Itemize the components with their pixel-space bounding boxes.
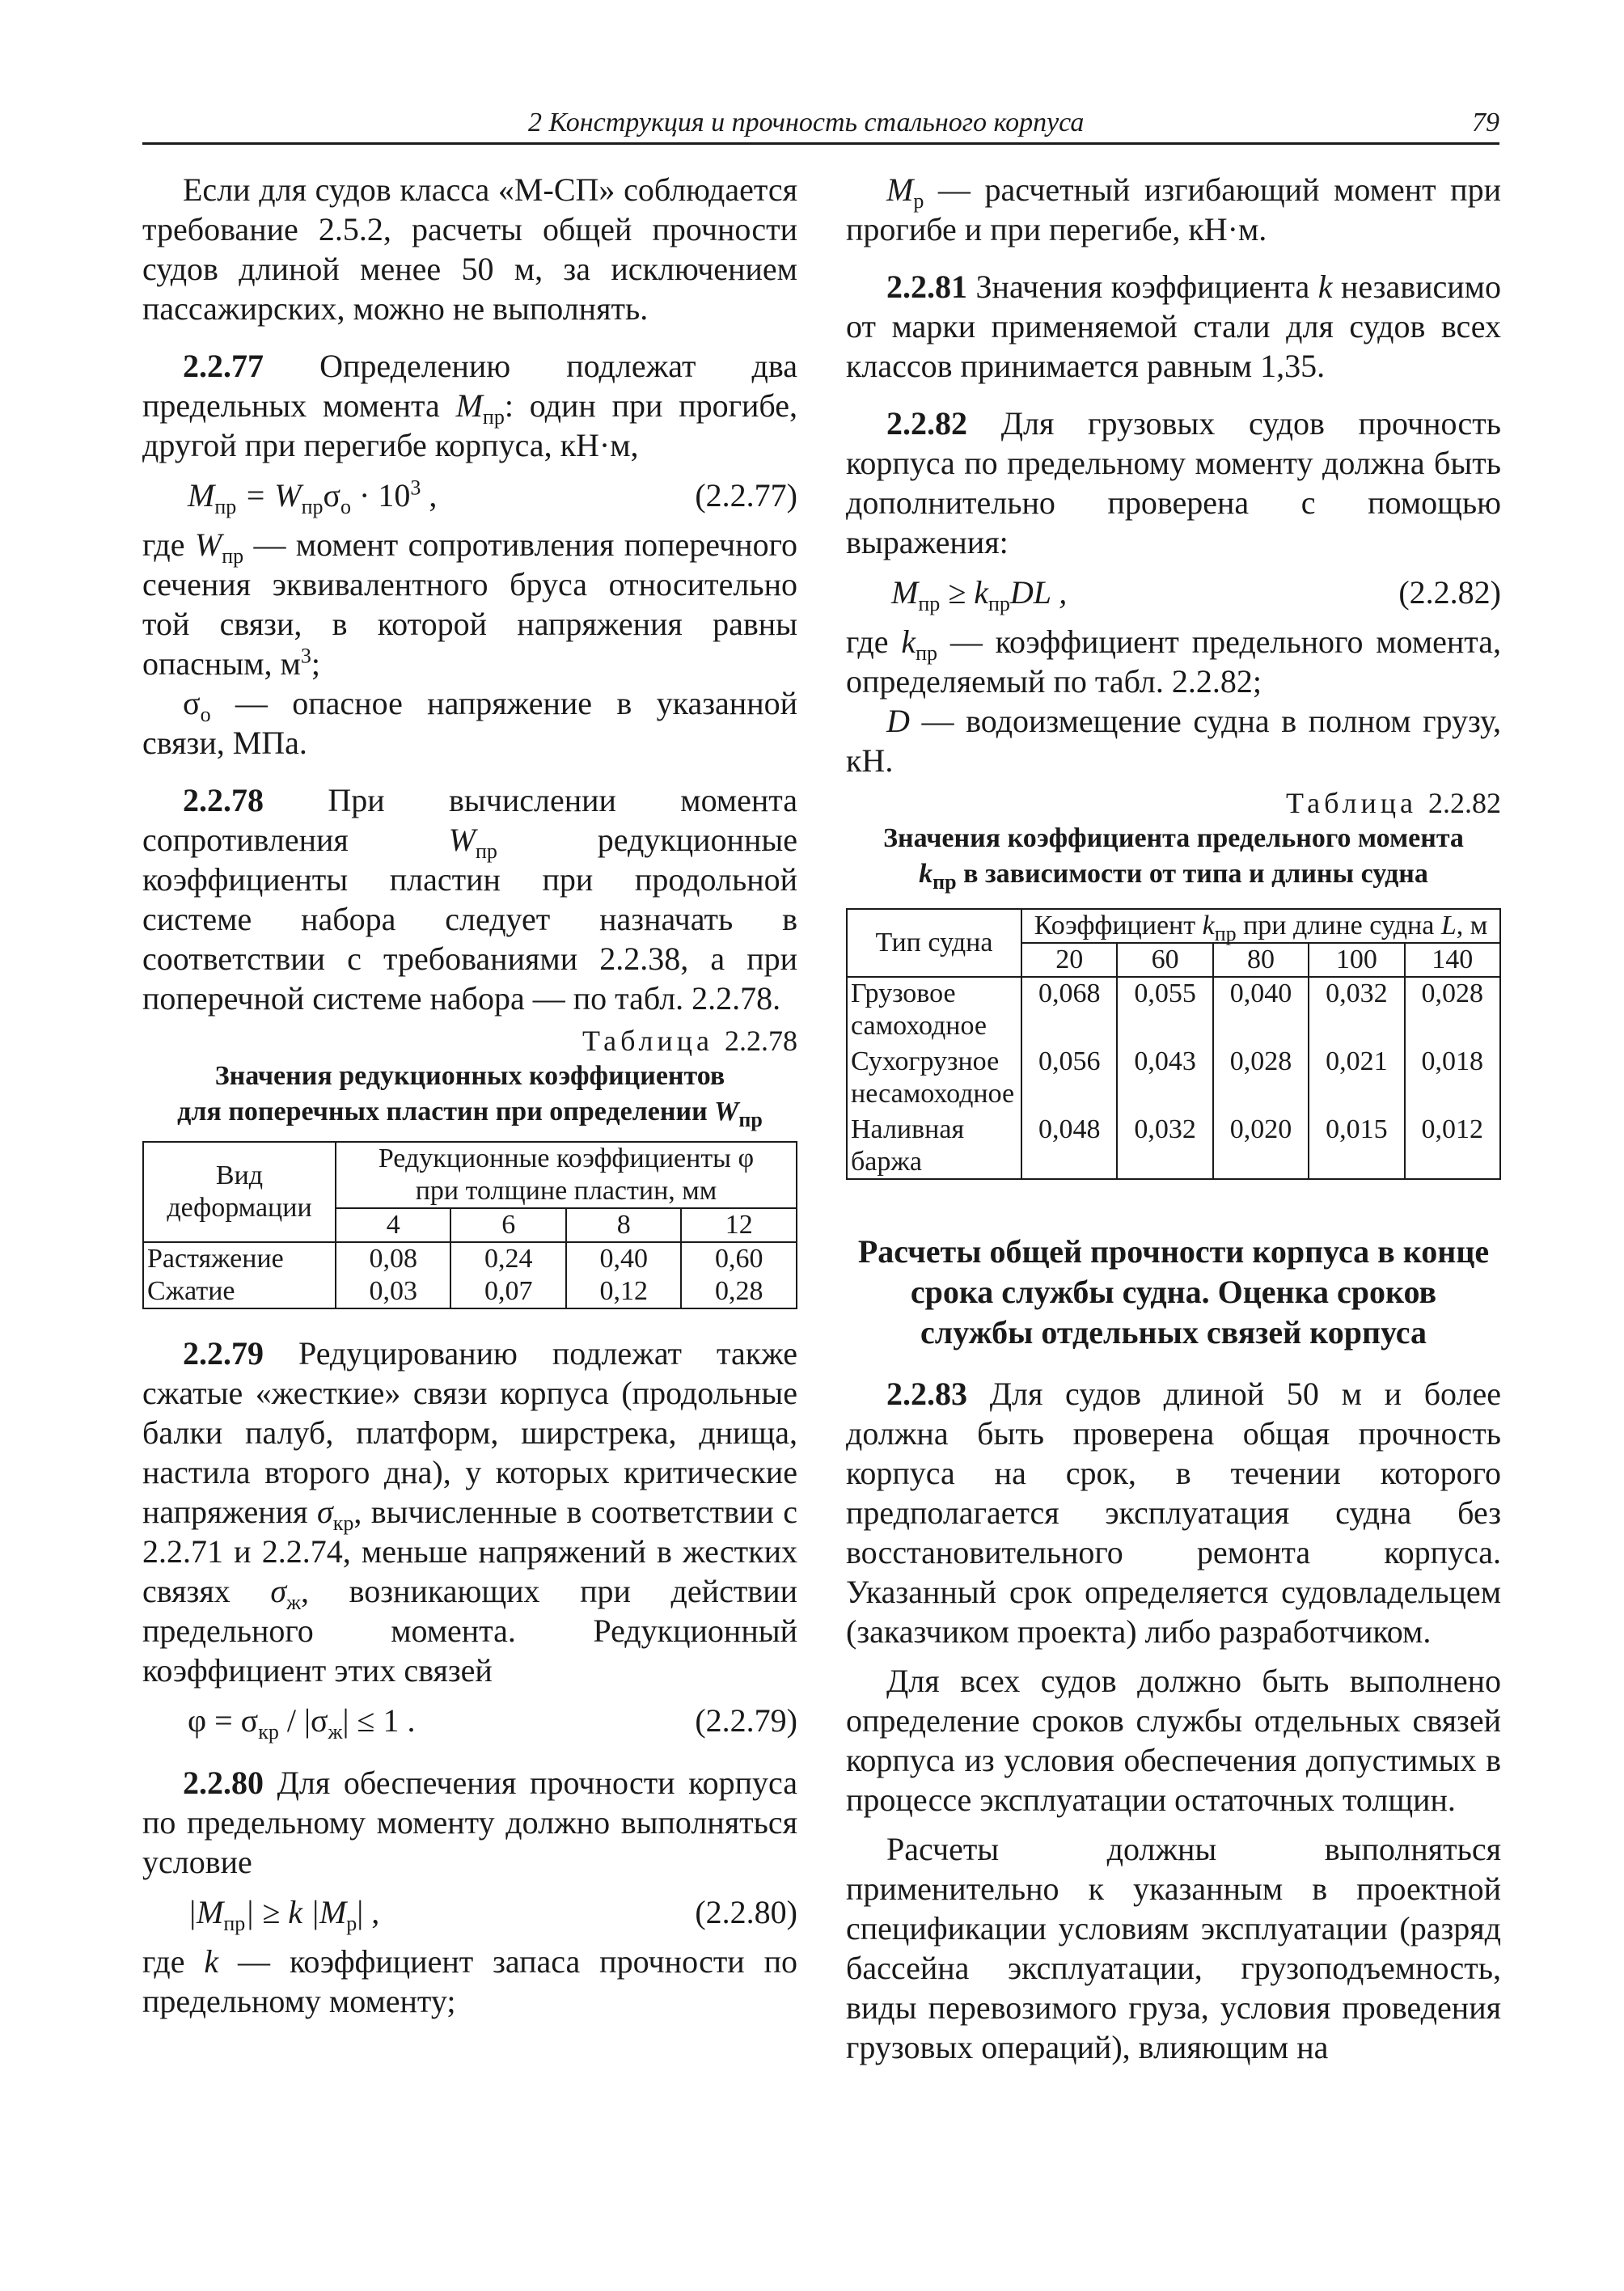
- page-number: 79: [1472, 108, 1499, 137]
- table-row: [847, 1114, 1500, 1179]
- table-row: [847, 1046, 1500, 1114]
- table-header: Вид деформации: [143, 1142, 336, 1242]
- table-cell: 0,015: [1309, 1114, 1404, 1179]
- table-cell: 0,048: [1021, 1114, 1117, 1179]
- table-header: 4: [336, 1208, 450, 1242]
- formula-number: (2.2.77): [695, 477, 797, 514]
- section-heading: Расчеты общей прочности корпуса в конце срока службы судна. Оценка сроков службы отдельных связей корпуса: [857, 1233, 1490, 1351]
- definition-k: где k — коэффициент запаса прочности по предельному моменту;: [142, 1943, 797, 2019]
- table-cell: 0,012: [1405, 1114, 1500, 1179]
- table-row: [847, 977, 1500, 1046]
- clause-number: 2.2.83: [886, 1376, 967, 1412]
- clause-number: 2.2.81: [886, 268, 967, 305]
- formula-number: (2.2.80): [695, 1894, 797, 1930]
- table-cell: 0,055: [1117, 977, 1212, 1046]
- table-row: [143, 1242, 797, 1275]
- table-cell: 0,07: [450, 1275, 565, 1308]
- table-header: Редукционные коэффициенты φ при толщине пластин, мм: [336, 1142, 797, 1208]
- table-cell: 0,028: [1405, 977, 1500, 1046]
- clause-2-2-77: 2.2.77 Определению подлежат два предельных момента $M_{пр}$: один при прогибе, другой при перегибе корпуса, кН·м,: [142, 348, 798, 463]
- table-header: 60: [1117, 943, 1212, 977]
- table-header: Тип судна: [847, 909, 1021, 977]
- table-cell: Грузовое самоходное: [847, 977, 1021, 1046]
- formula-number: (2.2.82): [1398, 574, 1501, 611]
- running-header: [142, 104, 1499, 145]
- table-cell: Растяжение: [143, 1242, 336, 1275]
- table-cell: 0,020: [1213, 1114, 1309, 1179]
- left-column: [142, 170, 797, 2021]
- definition-sigma: $\sigma_о$ — опасное напряжение в указанной связи, МПа.: [142, 685, 797, 761]
- table-header: 6: [450, 1208, 565, 1242]
- clause-number: 2.2.82: [886, 405, 967, 442]
- clause-2-2-82: 2.2.82 Для грузовых судов прочность корпуса по предельному моменту должна быть дополнительно проверена с помощью выражения:: [846, 405, 1501, 560]
- paragraph-calculations: Расчеты должны выполняться применительно к указанным в проектной спецификации условиям эксплуатации (разряд бассейна эксплуатации, грузоподъемность, виды перевозимого груза, условия проведения грузовых операций), влияющим на: [846, 1831, 1501, 2065]
- table-caption: Таблица 2.2.82: [1286, 787, 1501, 819]
- table-cell: 0,021: [1309, 1046, 1404, 1114]
- formula-2-2-77: $M_{пр} = W_{пр}\sigma_о \cdot 10^3$ , (2.2.77): [142, 471, 797, 520]
- definition-w: где $W_{пр}$ — момент сопротивления поперечного сечения эквивалентного бруса относительно той связи, в которой напряжения равны опасным, $м^3$;: [142, 526, 797, 682]
- table-cell: 0,28: [681, 1275, 797, 1308]
- table-cell: 0,032: [1117, 1114, 1212, 1179]
- clause-2-2-80: 2.2.80 Для обеспечения прочности корпуса по предельному моменту должно выполняться условие: [142, 1765, 797, 1880]
- table-title: Значения редукционных коэффициентов для поперечных пластин при определении $W_{пр}$: [177, 1061, 763, 1131]
- clause-2-2-81: 2.2.81 Значения коэффициента k независимо от марки применяемой стали для судов всех классов принимается равным 1,35.: [846, 268, 1501, 384]
- table-cell: 0,40: [566, 1242, 681, 1275]
- clause-2-2-78: 2.2.78 При вычислении момента сопротивления $W_{пр}$ редукционные коэффициенты пластин при продольной системе набора следует назначать в соответствии с требованиями 2.2.38, а при поперечной системе набора — по табл. 2.2.78.: [142, 782, 797, 1017]
- table-cell: 0,018: [1405, 1046, 1500, 1114]
- table-title: Значения коэффициента предельного момента $k_{пр}$ в зависимости от типа и длины судна: [883, 823, 1464, 894]
- paragraph-service-life: Для всех судов должно быть выполнено определение сроков службы отдельных связей корпуса из условия обеспечения допустимых в процессе эксплуатации остаточных толщин.: [846, 1663, 1501, 1818]
- table-row: [143, 1275, 797, 1308]
- table-cell: Сжатие: [143, 1275, 336, 1308]
- definition-mp: $M_р$ — расчетный изгибающий момент при прогибе и при перегибе, кН·м.: [846, 171, 1501, 247]
- header-title: 2 Конструкция и прочность стального корпуса: [528, 108, 1085, 137]
- clause-2-2-79: 2.2.79 Редуцированию подлежат также сжатые «жесткие» связи корпуса (продольные балки палуб, платформ, ширстрека, днища, настила второго дна), у которых критические напряжения $\sigma_{кр}$, вычисленные в соответствии с 2.2.71 и 2.2.74, меньше напряжений в жестких связях $\sigma_ж$, возникающих при действии предельного момента. Редукционный коэффициент этих связей: [142, 1335, 798, 1689]
- table-cell: 0,12: [566, 1275, 681, 1308]
- table-cell: 0,24: [450, 1242, 565, 1275]
- clause-2-2-83: 2.2.83 Для судов длиной 50 м и более должна быть проверена общая прочность корпуса на срок, в течении которого предполагается эксплуатация судна без восстановительного ремонта корпуса. Указанный срок определяется судовладельцем (заказчиком проекта) либо разработчиком.: [846, 1376, 1501, 1650]
- table-cell: 0,60: [681, 1242, 797, 1275]
- table-cell: 0,03: [336, 1275, 450, 1308]
- table-caption: Таблица 2.2.78: [582, 1025, 797, 1057]
- table-cell: Наливная баржа: [847, 1114, 1021, 1179]
- clause-number: 2.2.80: [183, 1765, 264, 1801]
- table-cell: 0,068: [1021, 977, 1117, 1046]
- definition-kpr: где $k_{пр}$ — коэффициент предельного момента, определяемый по табл. 2.2.82;: [846, 623, 1501, 700]
- formula-number: (2.2.79): [695, 1702, 797, 1739]
- paragraph-msp: Если для судов класса «М-СП» соблюдается требование 2.5.2, расчеты общей прочности судов длиной менее 50 м, за исключением пассажирских, можно не выполнять.: [142, 171, 797, 327]
- table-header: 20: [1021, 943, 1117, 977]
- definition-d: D — водоизмещение судна в полном грузу, кН.: [846, 703, 1501, 779]
- table-header: 12: [681, 1208, 797, 1242]
- table-header: 8: [566, 1208, 681, 1242]
- clause-number: 2.2.77: [183, 348, 264, 384]
- reduction-coefficients-table: [142, 1141, 797, 1309]
- table-header: Коэффициент $k_{пр}$ при длине судна L, м: [1021, 909, 1500, 943]
- table-cell: 0,043: [1117, 1046, 1212, 1114]
- table-cell: Сухогрузное несамоходное: [847, 1046, 1021, 1114]
- formula-2-2-82: $M_{пр} \ge k_{пр}DL$ , (2.2.82): [846, 569, 1501, 617]
- formula-2-2-79: $\varphi = \sigma_{кр} / |\sigma_ж| \le 1$ . (2.2.79): [142, 1697, 797, 1745]
- table-cell: 0,056: [1021, 1046, 1117, 1114]
- table-header: 140: [1405, 943, 1500, 977]
- table-header: 80: [1213, 943, 1309, 977]
- right-column: [846, 170, 1501, 2067]
- table-cell: 0,032: [1309, 977, 1404, 1046]
- table-cell: 0,040: [1213, 977, 1309, 1046]
- table-header: 100: [1309, 943, 1404, 977]
- formula-2-2-80: $|M_{пр}| \ge k$ $|M_р|$ , (2.2.80): [142, 1888, 797, 1937]
- limit-moment-coefficient-table: [846, 908, 1501, 1180]
- clause-number: 2.2.78: [183, 782, 264, 818]
- table-cell: 0,08: [336, 1242, 450, 1275]
- clause-number: 2.2.79: [183, 1335, 264, 1372]
- table-cell: 0,028: [1213, 1046, 1309, 1114]
